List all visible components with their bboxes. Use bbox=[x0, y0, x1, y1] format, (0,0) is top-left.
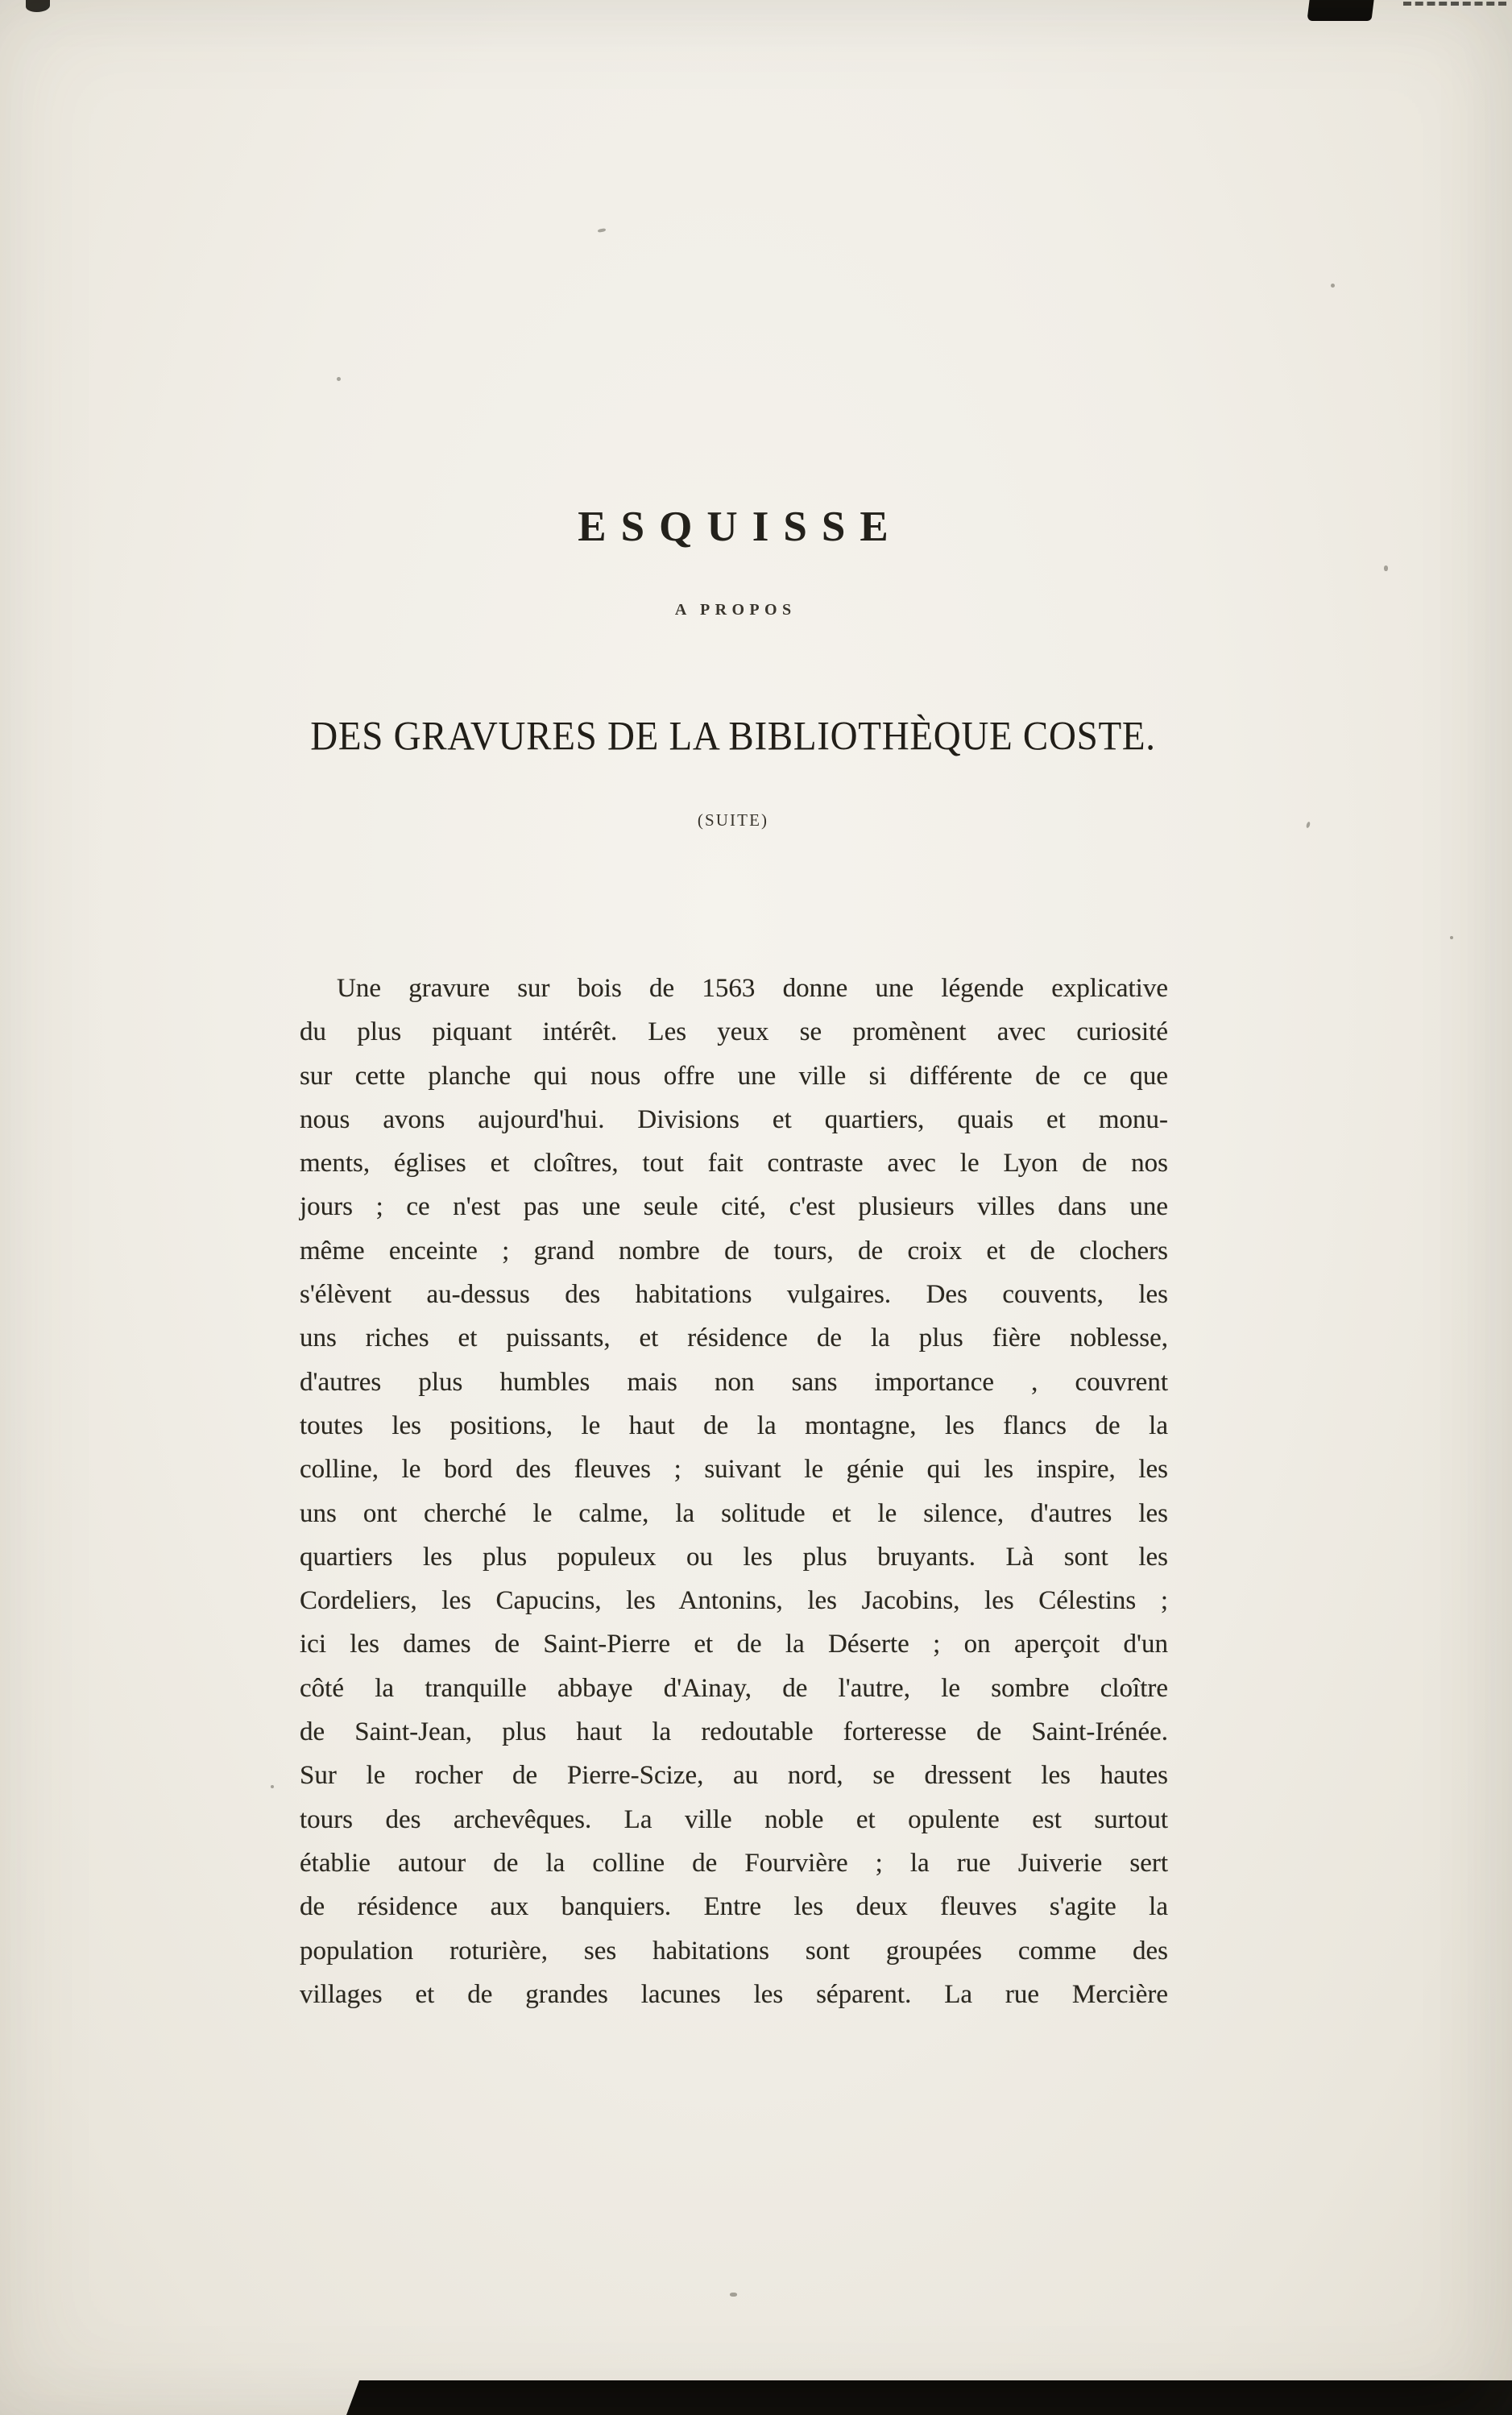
text-line: tours des archevêques. La ville noble et opulente est surtout bbox=[300, 1804, 1168, 1834]
text-line: villages et de grandes lacunes les séparent. La rue Mercière bbox=[300, 1979, 1168, 2009]
text-line: uns ont cherché le calme, la solitude et le silence, d'autres les bbox=[300, 1498, 1168, 1528]
scan-speck bbox=[1384, 565, 1388, 571]
scan-speck bbox=[730, 2293, 737, 2297]
scan-artifact-top-right bbox=[1307, 0, 1373, 21]
scan-speck bbox=[1306, 822, 1311, 829]
scan-speck bbox=[337, 377, 341, 381]
text-line: colline, le bord des fleuves ; suivant le génie qui les inspire, les bbox=[300, 1455, 1168, 1485]
text-line: s'élèvent au-dessus des habitations vulgaires. Des couvents, les bbox=[300, 1280, 1168, 1310]
text-line: toutes les positions, le haut de la montagne, les flancs de la bbox=[300, 1410, 1168, 1440]
scan-speck bbox=[1331, 284, 1335, 288]
scan-speck bbox=[1450, 936, 1453, 939]
scan-artifact-dashed-line bbox=[1403, 2, 1506, 6]
main-heading: DES GRAVURES DE LA BIBLIOTHÈQUE COSTE. bbox=[310, 714, 1156, 760]
text-line: ici les dames de Saint-Pierre et de la Déserte ; on aperçoit d'un bbox=[300, 1630, 1168, 1659]
text-line: de résidence aux banquiers. Entre les deux fleuves s'agite la bbox=[300, 1892, 1168, 1922]
text-line: Cordeliers, les Capucins, les Antonins, les Jacobins, les Célestins ; bbox=[300, 1586, 1168, 1616]
page-title: ESQUISSE bbox=[578, 503, 903, 550]
text-line: de Saint-Jean, plus haut la redoutable forteresse de Saint-Irénée. bbox=[300, 1717, 1168, 1747]
text-line: sur cette planche qui nous offre une ville si différente de ce que bbox=[300, 1061, 1168, 1091]
text-line: population roturière, ses habitations sont groupées comme des bbox=[300, 1936, 1168, 1966]
text-line: du plus piquant intérêt. Les yeux se promènent avec curiosité bbox=[300, 1017, 1168, 1047]
suite-label: (SUITE) bbox=[697, 810, 769, 830]
body-text bbox=[300, 967, 1168, 2016]
text-line: ments, églises et cloîtres, tout fait contraste avec le Lyon de nos bbox=[300, 1149, 1168, 1179]
text-line: même enceinte ; grand nombre de tours, de croix et de clochers bbox=[300, 1236, 1168, 1265]
text-line: quartiers les plus populeux ou les plus bruyants. Là sont les bbox=[300, 1542, 1168, 1572]
text-line: jours ; ce n'est pas une seule cité, c'est plusieurs villes dans une bbox=[300, 1192, 1168, 1222]
text-line: côté la tranquille abbaye d'Ainay, de l'autre, le sombre cloître bbox=[300, 1673, 1168, 1703]
scan-speck bbox=[598, 228, 607, 233]
subtitle-a-propos: A PROPOS bbox=[674, 601, 797, 619]
text-line: établie autour de la colline de Fourvière ; la rue Juiverie sert bbox=[300, 1848, 1168, 1878]
text-line: Une gravure sur bois de 1563 donne une légende explicative bbox=[337, 974, 1168, 1003]
scan-artifact-bottom-bar bbox=[346, 2380, 1512, 2415]
text-line: Sur le rocher de Pierre-Scize, au nord, se dressent les hautes bbox=[300, 1761, 1168, 1791]
scan-artifact-top-left bbox=[26, 0, 50, 12]
text-line: d'autres plus humbles mais non sans importance , couvrent bbox=[300, 1367, 1168, 1397]
text-line: nous avons aujourd'hui. Divisions et quartiers, quais et monu- bbox=[300, 1104, 1168, 1134]
scan-speck bbox=[271, 1785, 274, 1788]
text-line: uns riches et puissants, et résidence de la plus fière noblesse, bbox=[300, 1323, 1168, 1353]
